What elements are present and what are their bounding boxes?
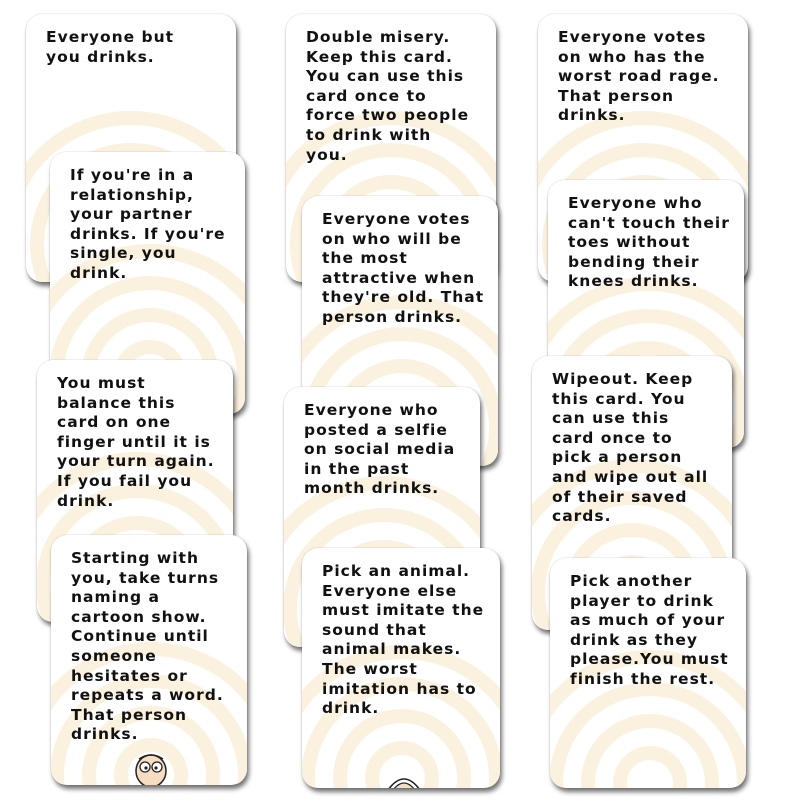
card-text: Pick another player to drink as much of your drink as they please.You must finish the rest. bbox=[570, 572, 729, 688]
card-text: Everyone but you drinks. bbox=[46, 28, 175, 66]
card-text: Everyone who can't touch their toes without bending their knees drinks. bbox=[568, 194, 730, 291]
card-text: Everyone who posted a selfie on social media in the past month drinks. bbox=[304, 401, 456, 498]
card bbox=[51, 535, 247, 785]
cartoon-face-icon bbox=[384, 760, 424, 788]
card-text: Starting with you, take turns naming a cartoon show. Continue until someone hesitates or repeats a word. That person drinks. bbox=[71, 549, 224, 744]
card-text: Wipeout. Keep this card. You can use this card once to pick a person and wipe out all of their saved cards. bbox=[552, 370, 709, 526]
card-text: Double misery. Keep this card. You can use this card once to force two people to drink with you. bbox=[306, 28, 470, 164]
card bbox=[550, 558, 746, 788]
card bbox=[302, 548, 500, 788]
cartoon-face-icon bbox=[131, 747, 171, 785]
card-text: Pick an animal. Everyone else must imitate the sound that animal makes. The worst imitation has to drink. bbox=[322, 562, 485, 718]
card-text: You must balance this card on one finger until it is your turn again. If you fail you drink. bbox=[57, 374, 215, 510]
card-text: Everyone votes on who will be the most attractive when they're old. That person drinks. bbox=[322, 210, 485, 326]
card-text: Everyone votes on who has the worst road rage. That person drinks. bbox=[558, 28, 720, 125]
card-text: If you're in a relationship, your partner drinks. If you're single, you drink. bbox=[70, 166, 226, 282]
